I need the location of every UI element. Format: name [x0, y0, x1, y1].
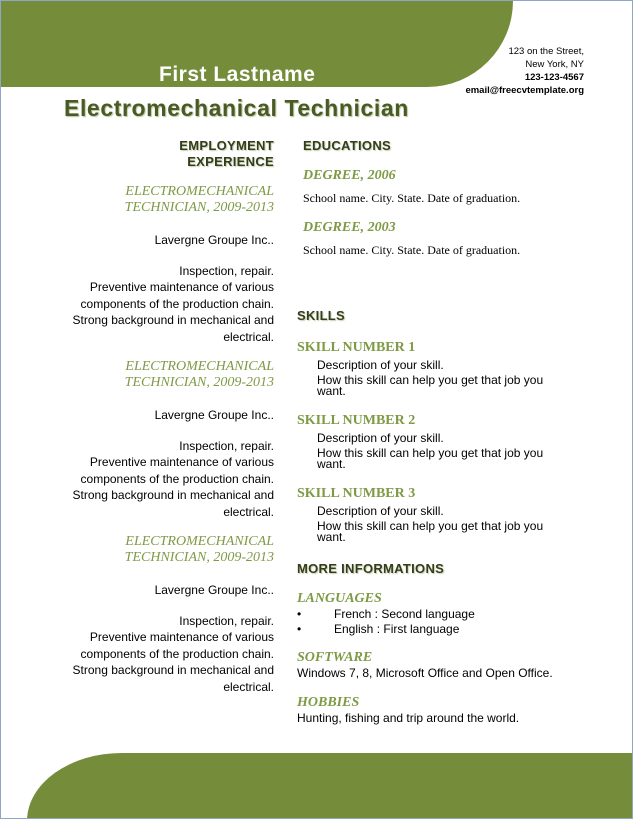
language-text: English : First language — [334, 622, 460, 636]
job-title-line-2: TECHNICIAN, 2009-2013 — [124, 375, 274, 391]
employment-heading-line-2: EXPERIENCE — [187, 154, 274, 169]
desc-line: components of the production chain. — [80, 471, 274, 486]
hobbies-text: Hunting, fishing and trip around the world. — [297, 711, 520, 725]
desc-line: Preventive maintenance of various — [89, 630, 274, 645]
degree-details: School name. City. State. Date of graduation. — [303, 243, 521, 257]
languages-title: LANGUAGES — [297, 591, 382, 606]
software-text: Windows 7, 8, Microsoft Office and Open Office. — [297, 666, 553, 680]
desc-line: Inspection, repair. — [179, 614, 274, 629]
job-title-line-2: TECHNICIAN, 2009-2013 — [124, 200, 274, 215]
skill-benefit-cont: want. — [317, 457, 346, 471]
degree-title: DEGREE, 2006 — [303, 168, 396, 183]
desc-line: Strong background in mechanical and — [72, 313, 274, 328]
job-title-line-1: ELECTROMECHANICAL — [125, 184, 274, 199]
job-title-line-1: ELECTROMECHANICAL — [125, 359, 274, 375]
job-description — [61, 438, 274, 520]
company-name: Lavergne Groupe Inc.. — [154, 408, 274, 423]
skill-entry — [297, 340, 597, 397]
desc-line: electrical. — [223, 679, 274, 694]
phone-number: 123-123-4567 — [524, 72, 584, 83]
skill-description: Description of your skill. — [317, 504, 444, 518]
skill-title: SKILL NUMBER 1 — [297, 340, 416, 355]
desc-line: Preventive maintenance of various — [89, 455, 274, 470]
skill-title: SKILL NUMBER 3 — [297, 486, 416, 501]
skill-benefit: How this skill can help you get that job you — [317, 373, 544, 387]
desc-line: Inspection, repair. — [179, 264, 274, 278]
job-entry — [61, 184, 274, 345]
job-description — [61, 263, 274, 345]
desc-line: components of the production chain. — [80, 296, 274, 311]
more-info-heading: MORE INFORMATIONS — [297, 561, 445, 576]
desc-line: electrical. — [223, 504, 274, 519]
employment-heading-line-1: EMPLOYMENT — [179, 138, 274, 153]
desc-line: components of the production chain. — [80, 646, 274, 661]
job-description — [61, 613, 274, 695]
skill-entry — [297, 486, 597, 543]
company-name: Lavergne Groupe Inc.. — [154, 233, 274, 247]
job-entry — [61, 359, 274, 520]
bullet-icon: • — [297, 607, 302, 621]
desc-line: Inspection, repair. — [179, 439, 274, 454]
skill-entry — [297, 413, 597, 470]
desc-line: Preventive maintenance of various — [89, 280, 274, 295]
desc-line: Strong background in mechanical and — [72, 663, 274, 678]
email-address[interactable]: email@freecvtemplate.org — [465, 85, 584, 96]
employment-heading — [61, 138, 274, 170]
degree-details: School name. City. State. Date of graduation. — [303, 191, 521, 205]
desc-line: Strong background in mechanical and — [72, 488, 274, 503]
job-entry-title — [61, 534, 274, 566]
job-title-line-1: ELECTROMECHANICAL — [125, 534, 274, 550]
bullet-icon: • — [297, 622, 302, 636]
right-column — [297, 138, 597, 726]
desc-line: electrical. — [223, 329, 274, 344]
job-entry-title — [61, 184, 274, 216]
language-text: French : Second language — [334, 607, 475, 621]
software-title: SOFTWARE — [297, 650, 373, 665]
contact-block — [465, 45, 584, 97]
education-heading: EDUCATIONS — [303, 138, 391, 153]
hobbies-title: HOBBIES — [297, 695, 360, 710]
skill-description: Description of your skill. — [317, 431, 444, 445]
address-line-1: 123 on the Street, — [508, 46, 584, 57]
skill-benefit: How this skill can help you get that job you — [317, 519, 544, 533]
language-item — [297, 607, 597, 622]
degree-title: DEGREE, 2003 — [303, 220, 396, 235]
skill-description: Description of your skill. — [317, 358, 444, 372]
job-entry — [61, 534, 274, 695]
job-title-line-2: TECHNICIAN, 2009-2013 — [124, 550, 274, 566]
skill-benefit-cont: want. — [317, 530, 346, 544]
candidate-name: First Lastname — [159, 63, 316, 86]
skill-benefit: How this skill can help you get that job you — [317, 446, 544, 460]
language-item — [297, 622, 597, 637]
job-title-heading: Electromechanical Technician — [64, 95, 409, 121]
address-line-2: New York, NY — [525, 59, 584, 70]
job-entry-title — [61, 359, 274, 391]
skill-benefit-cont: want. — [317, 384, 346, 398]
skills-heading: SKILLS — [297, 308, 346, 323]
company-name: Lavergne Groupe Inc.. — [154, 583, 274, 598]
skill-title: SKILL NUMBER 2 — [297, 413, 416, 428]
footer-band — [27, 753, 633, 819]
employment-column — [61, 138, 274, 695]
